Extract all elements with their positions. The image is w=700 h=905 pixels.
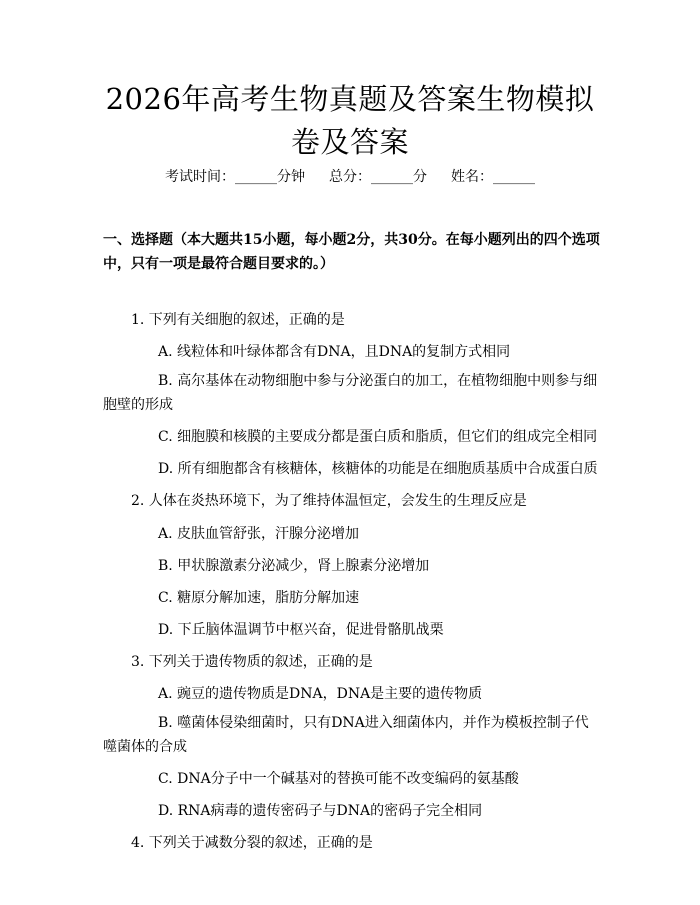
question-option: D. 下丘脑体温调节中枢兴奋，促进骨骼肌战栗 bbox=[158, 622, 444, 638]
question-option: A. 豌豆的遗传物质是DNA，DNA是主要的遗传物质 bbox=[158, 686, 483, 702]
question-stem: 3. 下列关于遗传物质的叙述，正确的是 bbox=[131, 654, 373, 670]
question-option: A. 皮肤血管舒张，汗腺分泌增加 bbox=[158, 526, 360, 542]
exam-time-field: 考试时间：______分钟 bbox=[165, 169, 305, 185]
question-stem: 2. 人体在炎热环境下，为了维持体温恒定，会发生的生理反应是 bbox=[131, 493, 527, 509]
question-option: C. 细胞膜和核膜的主要成分都是蛋白质和脂质，但它们的组成完全相同 bbox=[158, 429, 598, 445]
question-stem: 4. 下列关于减数分裂的叙述，正确的是 bbox=[131, 835, 373, 851]
question-option: A. 线粒体和叶绿体都含有DNA，且DNA的复制方式相同 bbox=[158, 344, 511, 360]
question-option: D. 所有细胞都含有核糖体，核糖体的功能是在细胞质基质中合成蛋白质 bbox=[158, 461, 598, 477]
question-option: D. RNA病毒的遗传密码子与DNA的密码子完全相同 bbox=[158, 803, 483, 819]
question-option: C. 糖原分解加速，脂肪分解加速 bbox=[158, 590, 360, 606]
question-option: B. 甲状腺激素分泌减少，肾上腺素分泌增加 bbox=[158, 558, 430, 574]
question-option: B. 高尔基体在动物细胞中参与分泌蛋白的加工，在植物细胞中则参与细胞壁的形成 bbox=[103, 373, 598, 413]
question-option: C. DNA分子中一个碱基对的替换可能不改变编码的氨基酸 bbox=[158, 771, 519, 787]
question-option: B. 噬菌体侵染细菌时，只有DNA进入细菌体内，并作为模板控制子代噬菌体的合成 bbox=[103, 715, 589, 755]
exam-info-line bbox=[0, 167, 700, 187]
total-score-field: 总分：______分 bbox=[329, 169, 427, 185]
name-field: 姓名：______ bbox=[451, 169, 535, 185]
page-title: 2026年高考生物真题及答案生物模拟卷及答案 bbox=[105, 82, 595, 159]
section-heading: 一、选择题（本大题共15小题，每小题2分，共30分。在每小题列出的四个选项中，只有一项是最符合题目要求的。） bbox=[103, 232, 600, 272]
question-stem: 1. 下列有关细胞的叙述，正确的是 bbox=[131, 312, 345, 328]
